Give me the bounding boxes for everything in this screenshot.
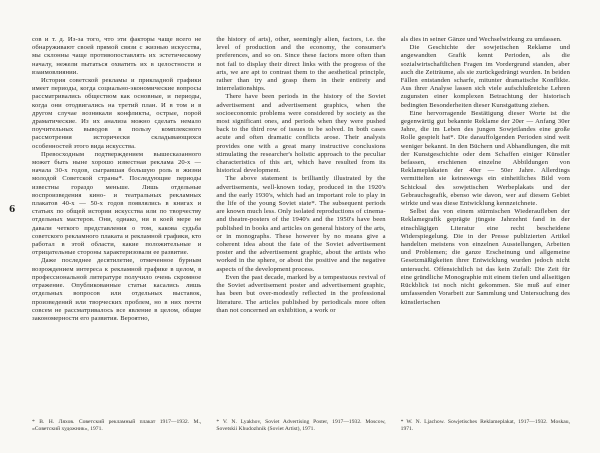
german-text-block (401, 36, 570, 413)
paragraph: als dies in seiner Gänze und Wechselwirkung zu umfassen. (400, 36, 562, 43)
column-german (401, 36, 570, 433)
paragraph: the history of arts), other, seemingly alien, factors, i.e. the level of production and the economy, the consumer's preferences, and so on. Since these factors more often than not fail to display their direct links with the progress of the arts, we are apt to contrast them to the aesthetical principle, rather than try and grasp them in their entirety and interrelationships. (216, 36, 386, 93)
paragraph: The above statement is brilliantly illustrated by the advertisements, well-known today, produced in the 1920's and the early 1930's, which had an important role to play in the life of the young Soviet state*. The subsequent periods are known much less. Only isolated reproductions of cinema- and theatre-posters of the 1940's and the 1950's have been published in books and articles on general history of the arts, or in monographs. These however by no means give a coherent idea about the fate of the Soviet advertisement poster and the advertisement graphic, about the artists who worked in the sphere, or about the positive and the negative aspects of the development process. (216, 175, 386, 273)
english-footnote: * V. N. Lyakhov, Soviet Advertising Poster, 1917—1932. Moscow, Sovetskii Khudozhnik (Soviet Artist), 1971. (216, 419, 386, 433)
paragraph: Превосходным подтверждением вышесказанного может быть ныне хорошо известная реклама 20-х — начала 30-х годов, сыгравшая большую роль в жизни молодой Советской страны*. Последующие периоды известны гораздо меньше. Лишь отдельные воспроизведения кино- и театральных рекламных плакатов 40-х — 50-х годов появлялись в книгах и статьях по общей истории искусства или по творчеству отдельных мастеров. Они, однако, ни в коей мере не давали четкого представления о том, какова судьба советского рекламного плаката и рекламной графики, кто работал в этой области, какие положительные и отрицательные стороны характеризовали ее развитие. (32, 150, 202, 257)
text-columns (32, 36, 570, 433)
paragraph: Even the past decade, marked by a tempestuous revival of the Soviet advertisement poster and advertisement graphic, has been but over-modestly reflected in the professional literature. The articles published by periodicals more often than not concerned an exhibition, a work or (216, 273, 386, 314)
paragraph: Die Geschichte der sowjetischen Reklame und angewandten Grafik kennt Perioden, als die sozialwirtschaftlichen Fragen im Vordergrund standen, aber auch die Zeiträume, als sie zurückgedrängt wurden. In beiden Fällen entstanden scharfe, mitunter dramatische Konflikte. Aus ihrer Analyse lassen sich viele aufschlußreiche Lehren zugunsten einer komplexen Betrachtung der historisch bedingten Besonderheiten dieser Kunstgattung ziehen. (400, 44, 570, 109)
paragraph: There have been periods in the history of the Soviet advertisement and advertisement graphics, when the socioeconomic problems were considered by society as the most significant ones, and periods when they were pushed back to the third row of issues to be solved. In both cases acute and often dramatic conflicts arose. Their analysis provides one with a great many instructive conclusions stimulating the researcher's holistic approach to the peculiar characteristics of this art, which have resulted from its historical development. (216, 93, 386, 175)
paragraph: История советской рекламы и прикладной графики имеет периоды, когда социально-экономические вопросы рассматривались обществом как основные, и периоды, когда они отодвигались на третий план. И в том и в другом случае возникали конфликты, острые, порой драматические. Из их анализа можно сделать немало поучительных выводов в пользу комплексного рассмотрения исторически складывающихся особенностей этого вида искусства. (32, 77, 202, 150)
paragraph: Selbst das von einem stürmischen Wiederaufleben der Reklamegrafik geprägte jüngste Jahrzehnt fand in der einschlägigen Literatur eine recht bescheidene Widerspiegelung. Die in der Presse publizierten Artikel handelten meistens von einzelnen Ausstellungen, Arbeiten und Problemen; die ganze Erscheinung und allgemeine Gesetzmäßigkeiten ihrer Entwicklung wurden jedoch nicht untersucht. Offensichtlich ist das kein Zufall: Die Zeit für eine gründliche Monographie mit einem tiefen und allseitigen Rückblick ist noch nicht gekommen. Sie muß auf einer umfassenden Vorarbeit zur Sammlung und Untersuchung des künstlerischen (400, 208, 570, 306)
column-russian (32, 36, 201, 433)
english-text-block (216, 36, 385, 413)
paragraph: Eine hervorragende Bestätigung dieser Worte ist die gegenwärtig gut bekannte Reklame der 20er — Anfang 30er Jahre, die im Leben des jungen Sowjetlandes eine große Rolle gespielt hat*. Die darauffolgenden Perioden sind weit weniger bekannt. In den Büchern und Abhandlungen, die mit der Kunstgeschichte oder dem Schaffen einiger Künstler befassen, erschienen einzelne Abbildungen von Reklameplakaten der 40er — 50er Jahre. Allerdings vermittelten sie keineswegs ein einheitliches Bild vom Schicksal des sowjetischen Werbeplakats und der Gebrauchsgrafik, ebenso wie davon, wer auf diesem Gebiet wirkte und was diese Entwicklung kennzeichnete. (400, 109, 570, 208)
page-number: 6 (9, 205, 16, 215)
paragraph: Даже последнее десятилетие, отмеченное бурным возрождением интереса к рекламной графике в целом, в профессиональной литературе получило очень скромное отражение. Опубликованные статьи касались лишь отдельных вопросов или отдельных выставок, произведений или творческих проблем, но в них почти совсем не рассматривалось все явление в целом, общие закономерности его развития. Вероятно, (32, 257, 202, 322)
russian-footnote: * В. Н. Ляхов. Советский рекламный плакат 1917—1932. М., «Советский художник», 1971. (32, 419, 202, 433)
russian-text-block (32, 36, 201, 413)
column-english (216, 36, 385, 433)
german-footnote: * W. N. Ljachow. Sowjetisches Reklameplakat, 1917—1932. Moskau, 1971. (400, 419, 570, 433)
paragraph: сов и т. д. Из-за того, что эти факторы чаще всего не обнаруживают своей прямой связи с жизнью искусства, мы склонны чаще противопоставлять их эстетическому началу, нежели пытаться охватить их в целостности и взаимовлиянии. (32, 36, 202, 76)
